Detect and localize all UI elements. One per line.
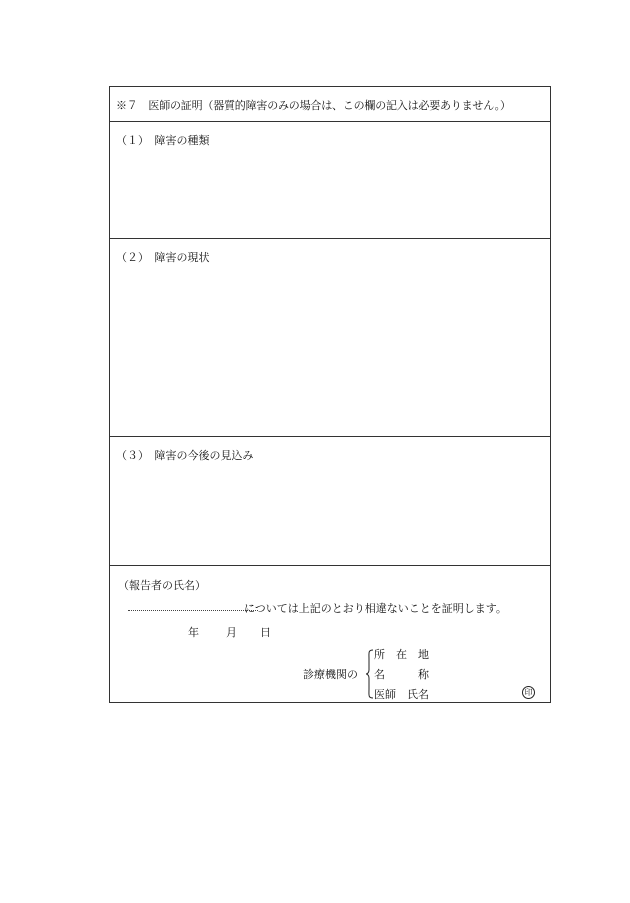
reporter-label: （報告者の氏名） [118, 579, 206, 592]
reporter-name-field[interactable] [128, 600, 258, 611]
seal-icon: 印 [522, 686, 535, 699]
section-future-prospects[interactable] [110, 437, 550, 566]
doctor-name-label: 医師 氏名 [374, 688, 429, 701]
section-certification [110, 566, 550, 702]
institution-name-label: 名 称 [374, 668, 429, 681]
section-label-future-prospects: （３） 障害の今後の見込み [116, 449, 254, 462]
location-label: 所 在 地 [374, 648, 429, 661]
institution-prefix: 診療機関の [303, 668, 358, 681]
header-row [110, 87, 550, 122]
section-current-status[interactable] [110, 239, 550, 437]
section-disability-type[interactable] [110, 122, 550, 239]
date-year-label: 年 [188, 626, 199, 639]
date-day-label: 日 [260, 626, 271, 639]
date-month-label: 月 [226, 626, 237, 639]
section-label-current-status: （２） 障害の現状 [116, 251, 210, 264]
brace-icon [365, 649, 374, 699]
certification-statement: については上記のとおり相違ないことを証明します。 [244, 602, 507, 615]
section-label-disability-type: （１） 障害の種類 [116, 134, 210, 147]
form-title: ※７ 医師の証明（器質的障害のみの場合は、この欄の記入は必要ありません。） [116, 99, 511, 112]
doctor-certificate-form [109, 86, 551, 703]
